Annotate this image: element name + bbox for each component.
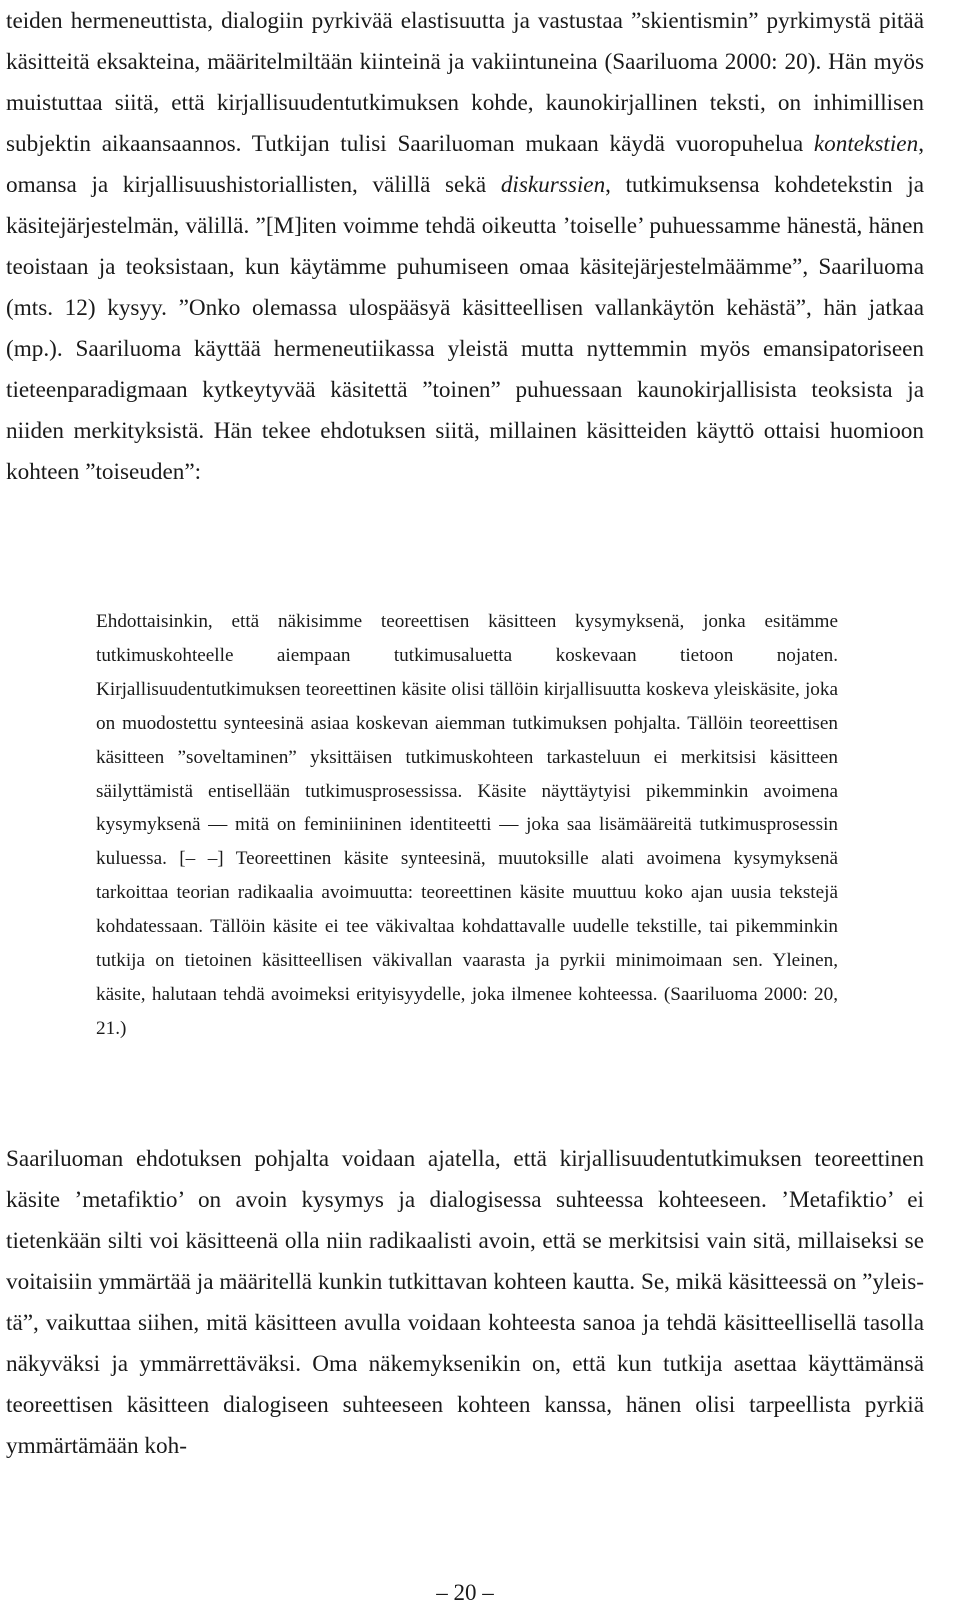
paragraph-1-text-c: , tutkimuksensa kohdetekstin ja käsitejärjestelmän, välillä. ”[M]iten voimme tehdä oikeutta ’toiselle’ puhuessamme hänestä, hänen teoistaan ja teoksistaan, kun käytämme puhumiseen omaa käsitejärjestelmäämme”, Saariluoma (mts. 12) kysyy. ”Onko olemassa ulospääsyä käsitteellisen vallankäytön kehästä”, hän jatkaa (mp.). Saariluoma käyttää hermeneutiikassa yleistä mutta nyttemmin myös emansipatoriseen tieteenparadigmaan kytkeytyvää käsitettä ”toinen” puhuessaan kaunokirjallisista teoksista ja niiden merkityksistä. Hän tekee ehdotuksen siitä, millainen käsitteiden käyttö ottaisi huomioon kohteen ”toiseuden”: [6, 172, 924, 485]
paragraph-1-text-a: teiden hermeneuttista, dialogiin pyrkivää elastisuutta ja vastustaa ”skientismin” pyrkimystä pitää käsitteitä eksakteina, määritelmiltään kiinteinä ja vakiintuneina (Saariluoma 2000: 20). Hän myös muistuttaa siitä, että kirjallisuudentutkimuksen kohde, kaunokirjallinen teksti, on inhimillisen subjektin aikaansaannos. Tutkijan tulisi Saariluoman mukaan käydä vuoropuhelua [6, 8, 924, 157]
emphasis-kontekstien: kontekstien [813, 131, 919, 157]
block-quote: Ehdottaisinkin, että näkisimme teoreettisen käsitteen kysymyksenä, jonka esitämme tutkimuskohteelle aiempaan tutkimusaluetta koskevaan tietoon nojaten. Kirjallisuudentutkimuksen teoreettinen käsite olisi tällöin kirjallisuutta koskeva yleiskäsite, joka on muodostettu synteesinä asiaa koskevan aiemman tutkimuksen pohjalta. Tällöin teoreettisen käsitteen ”soveltaminen” yksittäisen tutkimuskohteen tarkasteluun ei merkitsisi käsitteen säilyttämistä entisellään tutkimusprosessissa. Käsite näyttäytyisi pikemminkin avoimena kysymyksenä — mitä on feminiininen identiteetti — joka saa lisämääreitä tutkimusprosessin kuluessa. [– –] Teoreettinen käsite synteesinä, muutoksille alati avoimena kysymyksenä tarkoittaa teorian radikaalia avoimuutta: teoreettinen käsite muuttuu koko ajan uusia tekstejä kohdatessaan. Tällöin käsite ei tee väkivaltaa kohdattavalle uudelle tekstille, tai pikemminkin tutkija on tietoinen käsitteellisen väkivallan vaarasta ja pyrkii minimoimaan sen. Yleinen, käsite, halutaan tehdä avoimeksi erityisyydelle, joka ilmenee kohteessa. (Saariluoma 2000: 20, 21.) [96, 611, 838, 1039]
body-paragraph-2: Saariluoman ehdotuksen pohjalta voidaan ajatella, että kirjallisuudentutkimuksen teoreettinen käsite ’metafiktio’ on avoin kysymys ja dialogisessa suhteessa kohteeseen. ’Metafiktio’ ei tietenkään silti voi käsitteenä olla niin radikaalisti avoin, että se merkitsisi vain sitä, millaiseksi se voitaisiin ymmärtää ja määritellä kunkin tutkittavan kohteen kautta. Se, mikä käsitteessä on ”yleistä”, vaikuttaa siihen, mitä käsitteen avulla voidaan kohteesta sanoa ja tehdä käsitteellisellä tasolla näkyväksi ja ymmärrettäväksi. Oma näkemyksenikin on, että kun tutkija asettaa käyttämänsä teoreettisen käsitteen dialogiseen suhteeseen kohteen kanssa, hänen olisi tarpeellista pyrkiä ymmärtämään koh- [6, 1146, 924, 1459]
paragraph-1-text-b: , omansa ja kirjallisuushistoriallisten, välillä sekä [6, 131, 924, 198]
emphasis-diskurssien: diskurssien [500, 172, 606, 198]
body-paragraph-1 [6, 1, 924, 493]
page-number: – 20 – [436, 1580, 494, 1605]
